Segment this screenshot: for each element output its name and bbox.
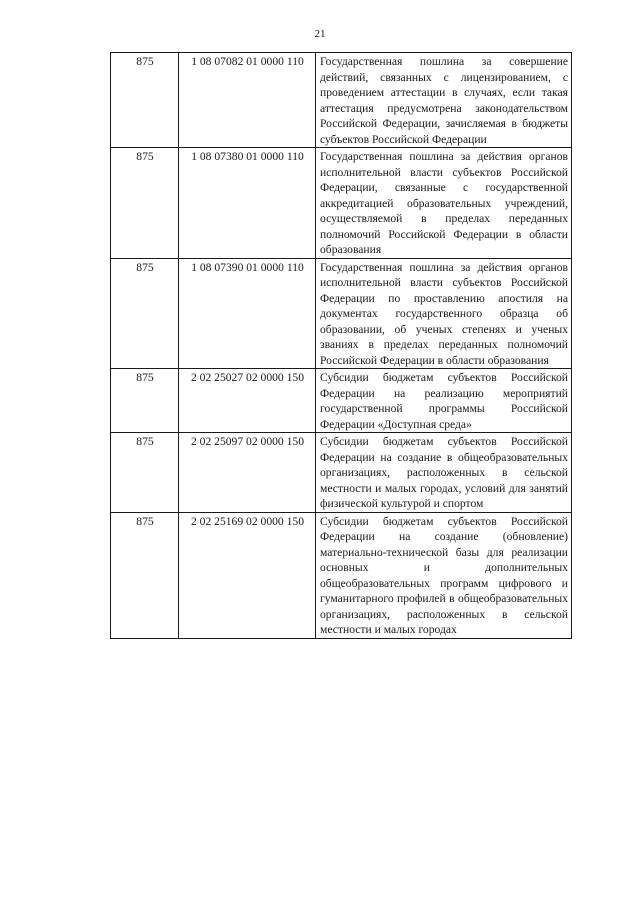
- admin-code-cell: 875: [111, 512, 179, 638]
- table-row: [111, 258, 572, 369]
- admin-code-cell: 875: [111, 433, 179, 513]
- revenue-name-cell: Субсидии бюджетам субъектов Российской Федерации на реализацию мероприятий государственной программы Российской Федерации «Доступная среда»: [316, 369, 572, 433]
- table-row: [111, 512, 572, 638]
- budget-code-cell: 2 02 25169 02 0000 150: [179, 512, 316, 638]
- revenue-name-cell: Субсидии бюджетам субъектов Российской Федерации на создание в общеобразовательных организациях, расположенных в сельской местности и малых городах, условий для занятий физической культурой и спортом: [316, 433, 572, 513]
- budget-code-cell: 1 08 07390 01 0000 110: [179, 258, 316, 369]
- table-row: [111, 369, 572, 433]
- admin-code-cell: 875: [111, 258, 179, 369]
- table-row: [111, 148, 572, 259]
- table-row: [111, 433, 572, 513]
- budget-code-cell: 1 08 07380 01 0000 110: [179, 148, 316, 259]
- budget-code-cell: 1 08 07082 01 0000 110: [179, 53, 316, 148]
- budget-classification-table: [110, 52, 572, 639]
- revenue-name-cell: Государственная пошлина за действия органов исполнительной власти субъектов Российской Федерации по проставлению апостиля на документах государственного образца об образовании, об ученых степенях и ученых званиях в пределах переданных полномочий Российской Федерации в области образования: [316, 258, 572, 369]
- admin-code-cell: 875: [111, 369, 179, 433]
- revenue-name-cell: Государственная пошлина за действия органов исполнительной власти субъектов Российской Федерации, связанные с государственной аккредитацией образовательных учреждений, осуществляемой в пределах переданных полномочий Российской Федерации в области образования: [316, 148, 572, 259]
- admin-code-cell: 875: [111, 148, 179, 259]
- page-number: 21: [314, 28, 326, 40]
- admin-code-cell: 875: [111, 53, 179, 148]
- revenue-name-cell: Субсидии бюджетам субъектов Российской Федерации на создание (обновление) материально-технической базы для реализации основных и дополнительных общеобразовательных программ цифрового и гуманитарного профилей в общеобразовательных организациях, расположенных в сельской местности и малых городах: [316, 512, 572, 638]
- budget-code-cell: 2 02 25027 02 0000 150: [179, 369, 316, 433]
- table-row: [111, 53, 572, 148]
- budget-code-cell: 2 02 25097 02 0000 150: [179, 433, 316, 513]
- revenue-name-cell: Государственная пошлина за совершение действий, связанных с лицензированием, с проведением аттестации в случаях, если такая аттестация предусмотрена законодательством Российской Федерации, зачисляемая в бюджеты субъектов Российской Федерации: [316, 53, 572, 148]
